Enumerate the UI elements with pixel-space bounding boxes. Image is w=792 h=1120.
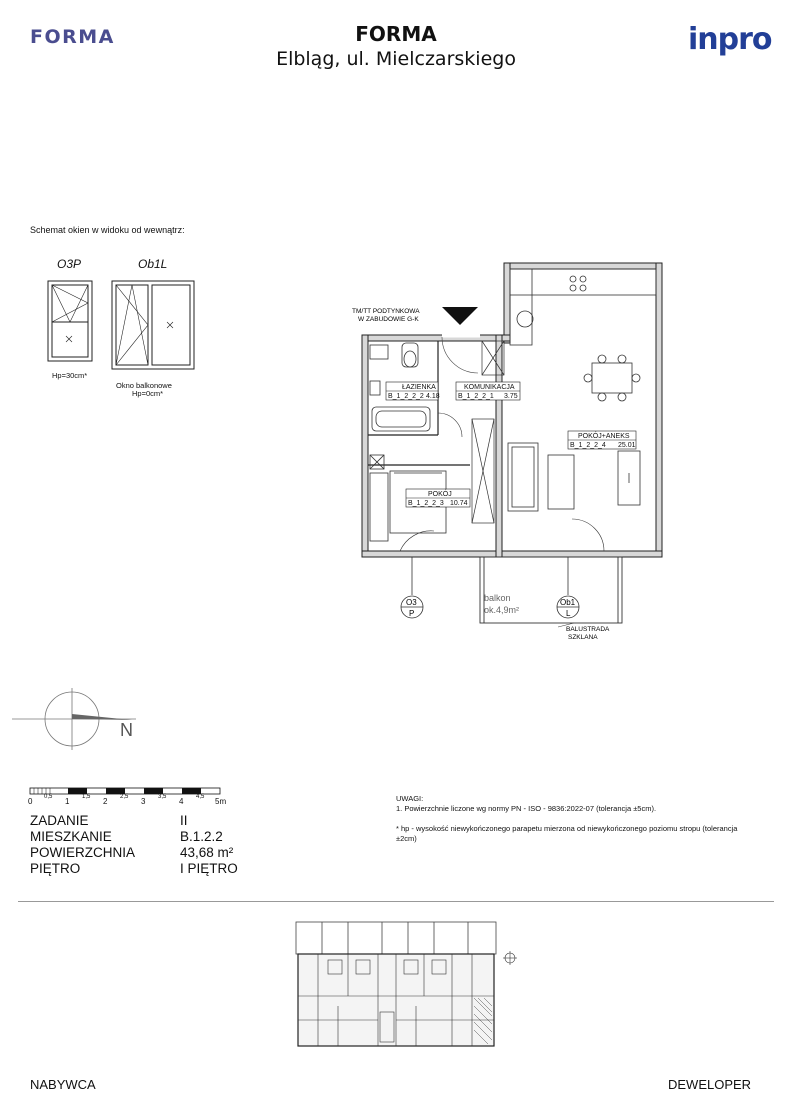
room-code-living: B_1_2_2_4 [570,442,606,449]
window-ob1l-note: Okno balkonowe [116,381,172,390]
window-code-ob1l: Ob1L [138,257,168,271]
scale-ticks [28,794,238,809]
scale-tick: 5m [215,797,227,806]
info-value-floor: I PIĘTRO [180,861,238,876]
scale-tick: 4,5 [196,794,205,800]
forma-logo: FORMA [30,26,115,48]
info-label-floor: PIĘTRO [30,861,81,876]
room-name-hall: KOMUNIKACJA [464,384,515,391]
window-tag-ob1-top: Ob1 [560,598,576,607]
room-code-bedroom: B_1_2_2_3 [408,500,444,507]
divider [18,901,774,902]
entrance-arrow [442,307,478,325]
room-area-living: 25.01 [618,442,636,449]
room-code-hall: B_1_2_2_1 [458,393,494,400]
inpro-logo: inpro [688,22,772,57]
footer-buyer: NABYWCA [30,1077,96,1092]
room-code-bathroom: B_1_2_2_2 [388,393,424,400]
notes-line2a: * hp - wysokość niewykończonego parapetu mierzona od niewykończonego poziomu stropu (tolerancja [396,824,738,833]
tm-label-line2: W ZABUDOWIE G-K [358,316,419,323]
scale-tick: 3 [141,797,146,806]
room-name-bathroom: ŁAZIENKA [402,384,436,391]
info-value-area: 43,68 m² [180,845,234,860]
scale-tick: 4 [179,797,184,806]
info-value-apartment: B.1.2.2 [180,829,223,844]
notes-line1: 1. Powierzchnie liczone wg normy PN - ISO - 9836:2022-07 (tolerancja ±5cm). [396,804,657,813]
info-label-area: POWIERZCHNIA [30,845,136,860]
window-elevations [40,275,200,375]
notes [396,794,766,844]
window-o3p-note: Hp=30cm* [52,371,88,380]
window-code-o3p: O3P [57,257,82,271]
notes-line2b: ±2cm) [396,834,417,843]
footer-developer: DEWELOPER [668,1077,752,1092]
window-tag-o3-top: O3 [406,598,417,607]
apartment-info-labels [30,813,135,877]
balcony-area: ok.4,9m² [484,605,520,615]
page-title: FORMA [355,22,437,46]
balcony-label: balkon [484,593,511,603]
scale-tick: 3,5 [158,794,167,800]
scale-tick: 0 [28,797,33,806]
scale-tick: 0,5 [44,794,53,800]
balustrade-label-2: SZKLANA [568,634,598,641]
window-ob1l-note2: Hp=0cm* [132,389,164,398]
floor-plan [340,255,670,655]
room-area-bedroom: 10.74 [450,500,468,507]
key-plan [292,920,522,1050]
info-label-apartment: MIESZKANIE [30,829,112,844]
windows-schema-title: Schemat okien w widoku od wewnątrz: [30,225,185,235]
tm-label-line1: TM/TT PODTYNKOWA [352,308,420,315]
scale-tick: 2,5 [120,794,129,800]
info-label-task: ZADANIE [30,813,89,828]
notes-title: UWAGI: [396,794,424,803]
balustrade-label-1: BALUSTRADA [566,626,610,633]
scale-tick: 1 [65,797,70,806]
page-subtitle: Elbląg, ul. Mielczarskiego [276,48,516,70]
window-tag-ob1-bottom: L [566,609,571,618]
window-tag-o3-bottom: P [409,609,415,618]
room-area-bathroom: 4.18 [426,393,440,400]
apartment-info-values [180,813,238,877]
room-area-hall: 3.75 [504,393,518,400]
info-value-task: II [180,813,188,828]
north-label: N [120,720,133,740]
room-name-living: POKÓJ+ANEKS [578,433,630,440]
scale-tick: 1,5 [82,794,91,800]
room-name-bedroom: POKÓJ [428,491,452,498]
scale-tick: 2 [103,797,108,806]
